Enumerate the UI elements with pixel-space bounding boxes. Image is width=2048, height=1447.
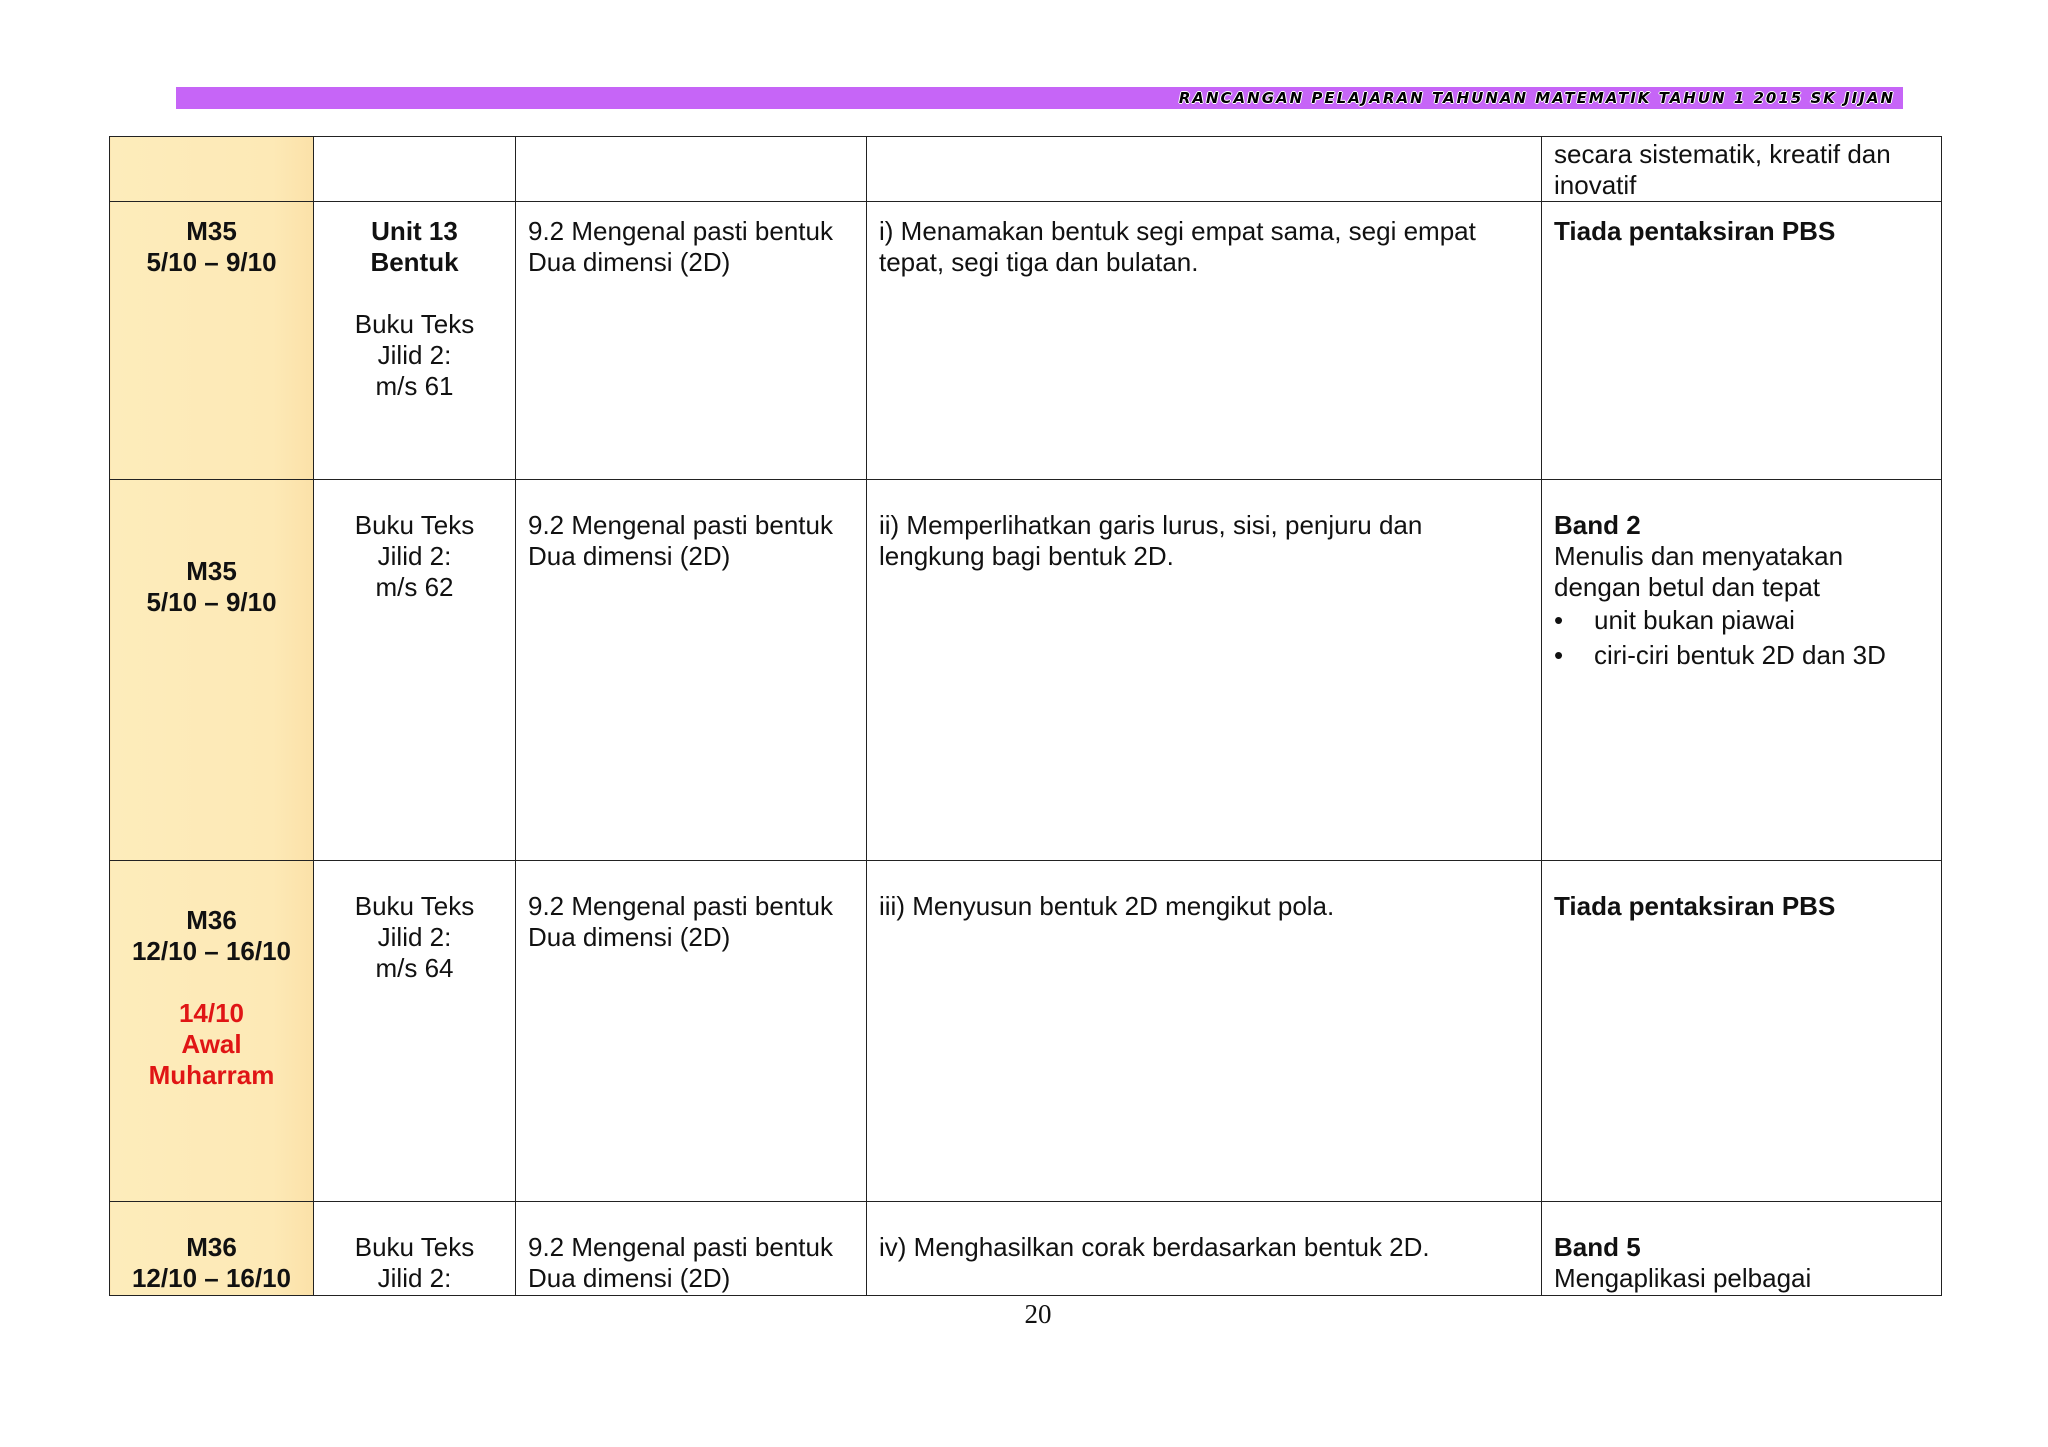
textbook-page: m/s 61 — [375, 371, 454, 401]
textbook-volume: Jilid 2: — [377, 922, 452, 952]
week-cell — [110, 1202, 314, 1296]
table-row — [110, 861, 1942, 1202]
textbook-page: m/s 62 — [375, 572, 454, 602]
table-row — [110, 480, 1942, 861]
standard-cell — [516, 480, 867, 861]
learning-objective: iii) Menyusun bentuk 2D mengikut pola. — [879, 891, 1335, 921]
header-bar — [176, 87, 1903, 109]
objective-cell — [867, 137, 1542, 202]
lesson-plan-table — [109, 136, 1942, 1296]
textbook-page: m/s 64 — [375, 953, 454, 983]
table-row — [110, 1202, 1942, 1296]
standard-cell — [516, 137, 867, 202]
learning-objective: i) Menamakan bentuk segi empat sama, segi empat tepat, segi tiga dan bulatan. — [879, 216, 1476, 277]
week-dates: 5/10 – 9/10 — [146, 587, 277, 617]
learning-standard: 9.2 Mengenal pasti bentuk Dua dimensi (2D) — [528, 216, 833, 277]
learning-objective: iv) Menghasilkan corak berdasarkan bentuk 2D. — [879, 1232, 1430, 1262]
assessment-text: secara sistematik, kreatif dan inovatif — [1554, 139, 1891, 200]
week-cell — [110, 861, 314, 1202]
assessment-cell — [1542, 480, 1942, 861]
textbook-volume: Jilid 2: — [377, 541, 452, 571]
textbook-label: Buku Teks — [354, 891, 475, 921]
unit-cell — [314, 861, 516, 1202]
week-dates: 12/10 – 16/10 — [131, 936, 292, 966]
textbook-label: Buku Teks — [354, 1232, 475, 1262]
week-number: M35 — [186, 216, 237, 246]
page-number: 20 — [1024, 1299, 1052, 1329]
unit-cell — [314, 202, 516, 480]
assessment-title: Tiada pentaksiran PBS — [1554, 216, 1836, 246]
holiday-name-cont: Muharram — [148, 1060, 275, 1090]
week-cell — [110, 480, 314, 861]
assessment-cell — [1542, 202, 1942, 480]
assessment-text: Mengaplikasi pelbagai — [1554, 1263, 1812, 1293]
standard-cell — [516, 1202, 867, 1296]
objective-cell — [867, 861, 1542, 1202]
week-cell — [110, 137, 314, 202]
learning-standard: 9.2 Mengenal pasti bentuk Dua dimensi (2D) — [528, 510, 833, 571]
unit-cell — [314, 1202, 516, 1296]
document-title: RANCANGAN PELAJARAN TAHUNAN MATEMATIK TAHUN 1 2015 SK JIJAN — [1178, 89, 1895, 107]
week-number: M35 — [186, 556, 237, 586]
assessment-title: Band 5 — [1554, 1232, 1641, 1262]
objective-cell — [867, 1202, 1542, 1296]
unit-title: Unit 13 — [371, 216, 458, 246]
unit-cell — [314, 480, 516, 861]
textbook-volume: Jilid 2: — [377, 1263, 452, 1293]
holiday-date: 14/10 — [178, 998, 245, 1028]
week-dates: 12/10 – 16/10 — [131, 1263, 292, 1293]
list-item: • ciri-ciri bentuk 2D dan 3D — [1554, 640, 1929, 671]
week-dates: 5/10 – 9/10 — [146, 247, 277, 277]
week-number: M36 — [186, 905, 237, 935]
standard-cell — [516, 202, 867, 480]
spacer — [122, 967, 301, 998]
unit-cell — [314, 137, 516, 202]
learning-standard: 9.2 Mengenal pasti bentuk Dua dimensi (2D) — [528, 891, 833, 952]
assessment-list — [1554, 605, 1929, 671]
holiday-name: Awal — [181, 1029, 242, 1059]
textbook-label: Buku Teks — [354, 309, 475, 339]
assessment-cell — [1542, 861, 1942, 1202]
textbook-volume: Jilid 2: — [377, 340, 452, 370]
assessment-text: Menulis dan menyatakan dengan betul dan tepat — [1554, 541, 1844, 602]
table-row — [110, 137, 1942, 202]
unit-topic: Bentuk — [370, 247, 459, 277]
assessment-cell — [1542, 137, 1942, 202]
objective-cell — [867, 202, 1542, 480]
textbook-label: Buku Teks — [354, 510, 475, 540]
list-item: • unit bukan piawai — [1554, 605, 1929, 636]
week-number: M36 — [186, 1232, 237, 1262]
standard-cell — [516, 861, 867, 1202]
table-row — [110, 202, 1942, 480]
assessment-title: Band 2 — [1554, 510, 1641, 540]
assessment-title: Tiada pentaksiran PBS — [1554, 891, 1836, 921]
week-cell — [110, 202, 314, 480]
objective-cell — [867, 480, 1542, 861]
learning-standard: 9.2 Mengenal pasti bentuk Dua dimensi (2D) — [528, 1232, 833, 1293]
learning-objective: ii) Memperlihatkan garis lurus, sisi, penjuru dan lengkung bagi bentuk 2D. — [879, 510, 1423, 571]
spacer — [326, 278, 503, 309]
assessment-cell — [1542, 1202, 1942, 1296]
